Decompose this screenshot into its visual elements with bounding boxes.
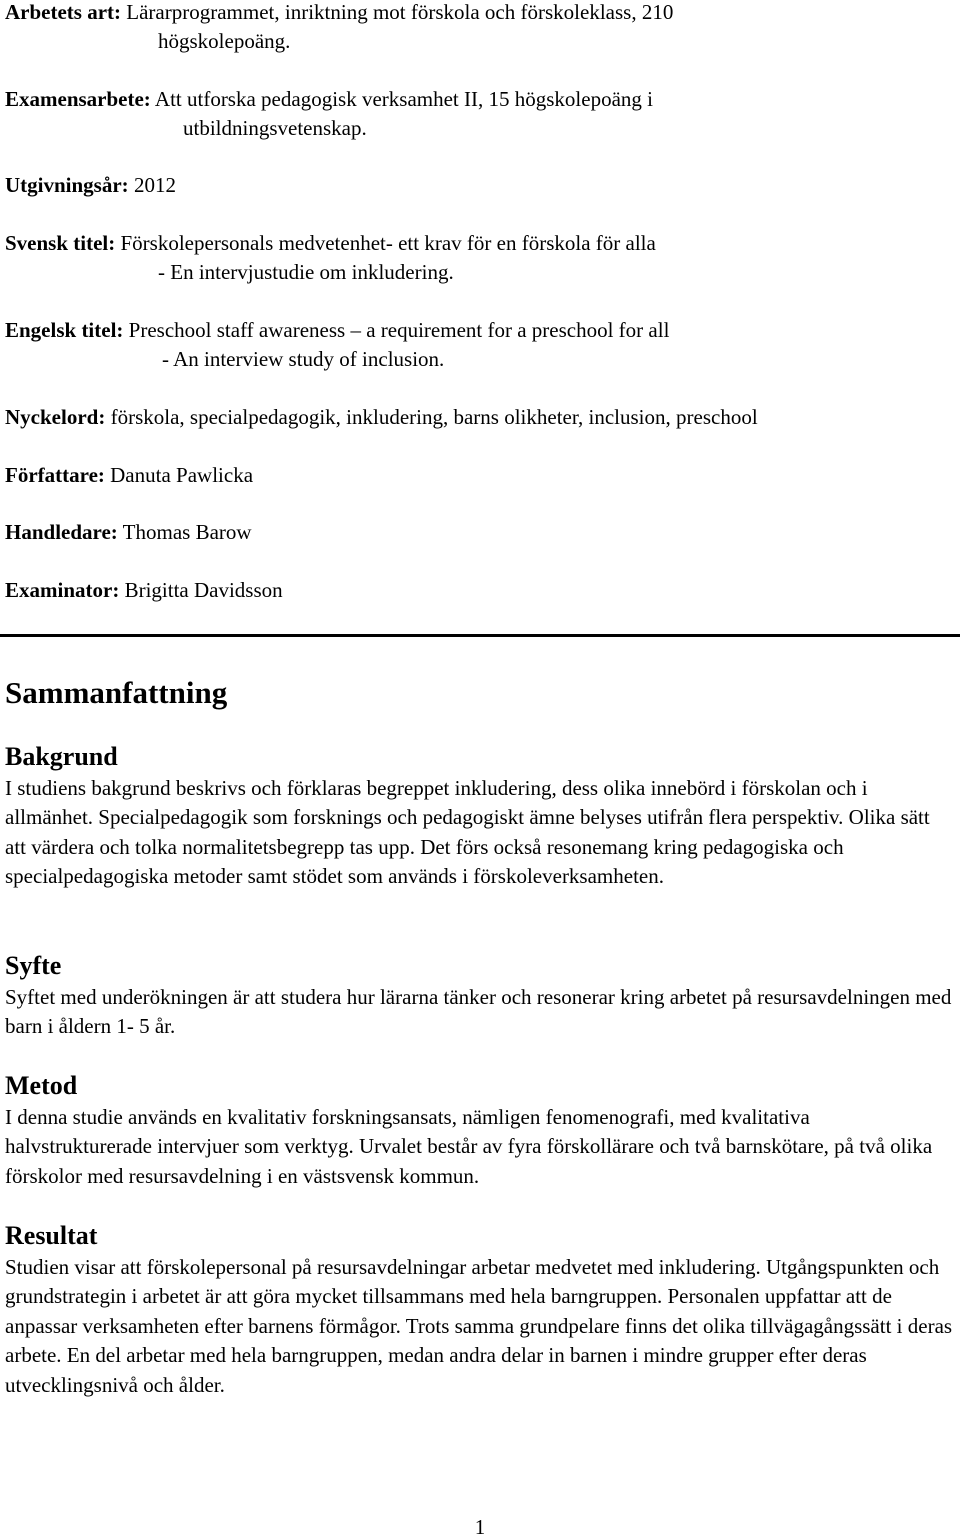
meta-value: Preschool staff awareness – a requirement for a preschool for all <box>128 318 670 342</box>
meta-label: Svensk titel: <box>5 231 116 255</box>
meta-label: Handledare: <box>5 520 118 544</box>
meta-value: Danuta Pawlicka <box>110 463 254 487</box>
heading-resultat: Resultat <box>5 1221 98 1250</box>
summary-title: Sammanfattning <box>5 675 228 710</box>
meta-arbetets-art <box>5 0 955 27</box>
meta-continuation: - An interview study of inclusion. <box>162 347 445 371</box>
meta-value: Lärarprogrammet, inriktning mot förskola och förskoleklass, 210 <box>126 0 674 24</box>
meta-value: Förskolepersonals medvetenhet- ett krav för en förskola för alla <box>120 231 656 255</box>
meta-engelsk-titel <box>5 316 955 345</box>
meta-label: Examensarbete: <box>5 87 151 111</box>
meta-svensk-titel <box>5 229 955 258</box>
heading-bakgrund: Bakgrund <box>5 742 118 771</box>
meta-nyckelord <box>5 403 955 432</box>
meta-value: Thomas Barow <box>122 520 252 544</box>
paragraph-metod: I denna studie används en kvalitativ forskningsansats, nämligen fenomenografi, med kvalitativa halvstrukturerade intervjuer som verktyg. Urvalet består av fyra förskollärare och två barnskötare, på två olika förskolor med resursavdelning i en västsvensk kommun. <box>5 1105 933 1188</box>
heading-metod: Metod <box>5 1071 78 1100</box>
paragraph-bakgrund: I studiens bakgrund beskrivs och förklaras begreppet inkludering, dess olika innebörd i förskolan och i allmänhet. Specialpedagogik som forsknings och pedagogiskt ämne belyses utifrån flera perspektiv. Olika sätt att värdera och tolka normalitetsbegrepp tas upp. Det förs också resonemang kring pedagogiska och specialpedagogiska metoder samt stödet som används i förskoleverksamheten. <box>5 776 930 889</box>
meta-handledare <box>5 518 955 547</box>
meta-value: 2012 <box>133 173 176 197</box>
paragraph-syfte: Syftet med underökningen är att studera hur lärarna tänker och resonerar kring arbetet på resursavdelningen med barn i åldern 1- 5 år. <box>5 985 952 1039</box>
meta-forfattare <box>5 461 955 490</box>
meta-value: Att utforska pedagogisk verksamhet II, 15 högskolepoäng i <box>154 87 653 111</box>
meta-label: Examinator: <box>5 578 120 602</box>
meta-value: förskola, specialpedagogik, inkludering, barns olikheter, inclusion, preschool <box>110 405 758 429</box>
meta-label: Engelsk titel: <box>5 318 124 342</box>
meta-label: Nyckelord: <box>5 405 106 429</box>
meta-label: Författare: <box>5 463 105 487</box>
section-divider <box>0 634 960 637</box>
meta-continuation: - En intervjustudie om inkludering. <box>158 260 454 284</box>
meta-utgivningsar <box>5 171 955 200</box>
paragraph-resultat: Studien visar att förskolepersonal på resursavdelningar arbetar medvetet med inkludering. Utgångspunkten och grundstrategin i arbetet är att göra mycket tillsammans med hela barngruppen. Personalen uppfattar att de anpassar verksamheten efter barnens förmågor. Trots samma grundpelare finns det olika tillvägagångssätt i deras arbete. En del arbetar med hela barngruppen, medan andra delar in barnen i mindre grupper efter deras utvecklingsnivå och ålder. <box>5 1255 953 1397</box>
meta-label: Arbetets art: <box>5 0 122 24</box>
meta-value: Brigitta Davidsson <box>124 578 283 602</box>
heading-syfte: Syfte <box>5 951 62 980</box>
meta-continuation: högskolepoäng. <box>158 29 291 53</box>
page-number: 1 <box>474 1515 486 1539</box>
meta-examensarbete <box>5 85 955 114</box>
meta-continuation: utbildningsvetenskap. <box>183 116 367 140</box>
meta-label: Utgivningsår: <box>5 173 129 197</box>
meta-examinator <box>5 576 955 605</box>
